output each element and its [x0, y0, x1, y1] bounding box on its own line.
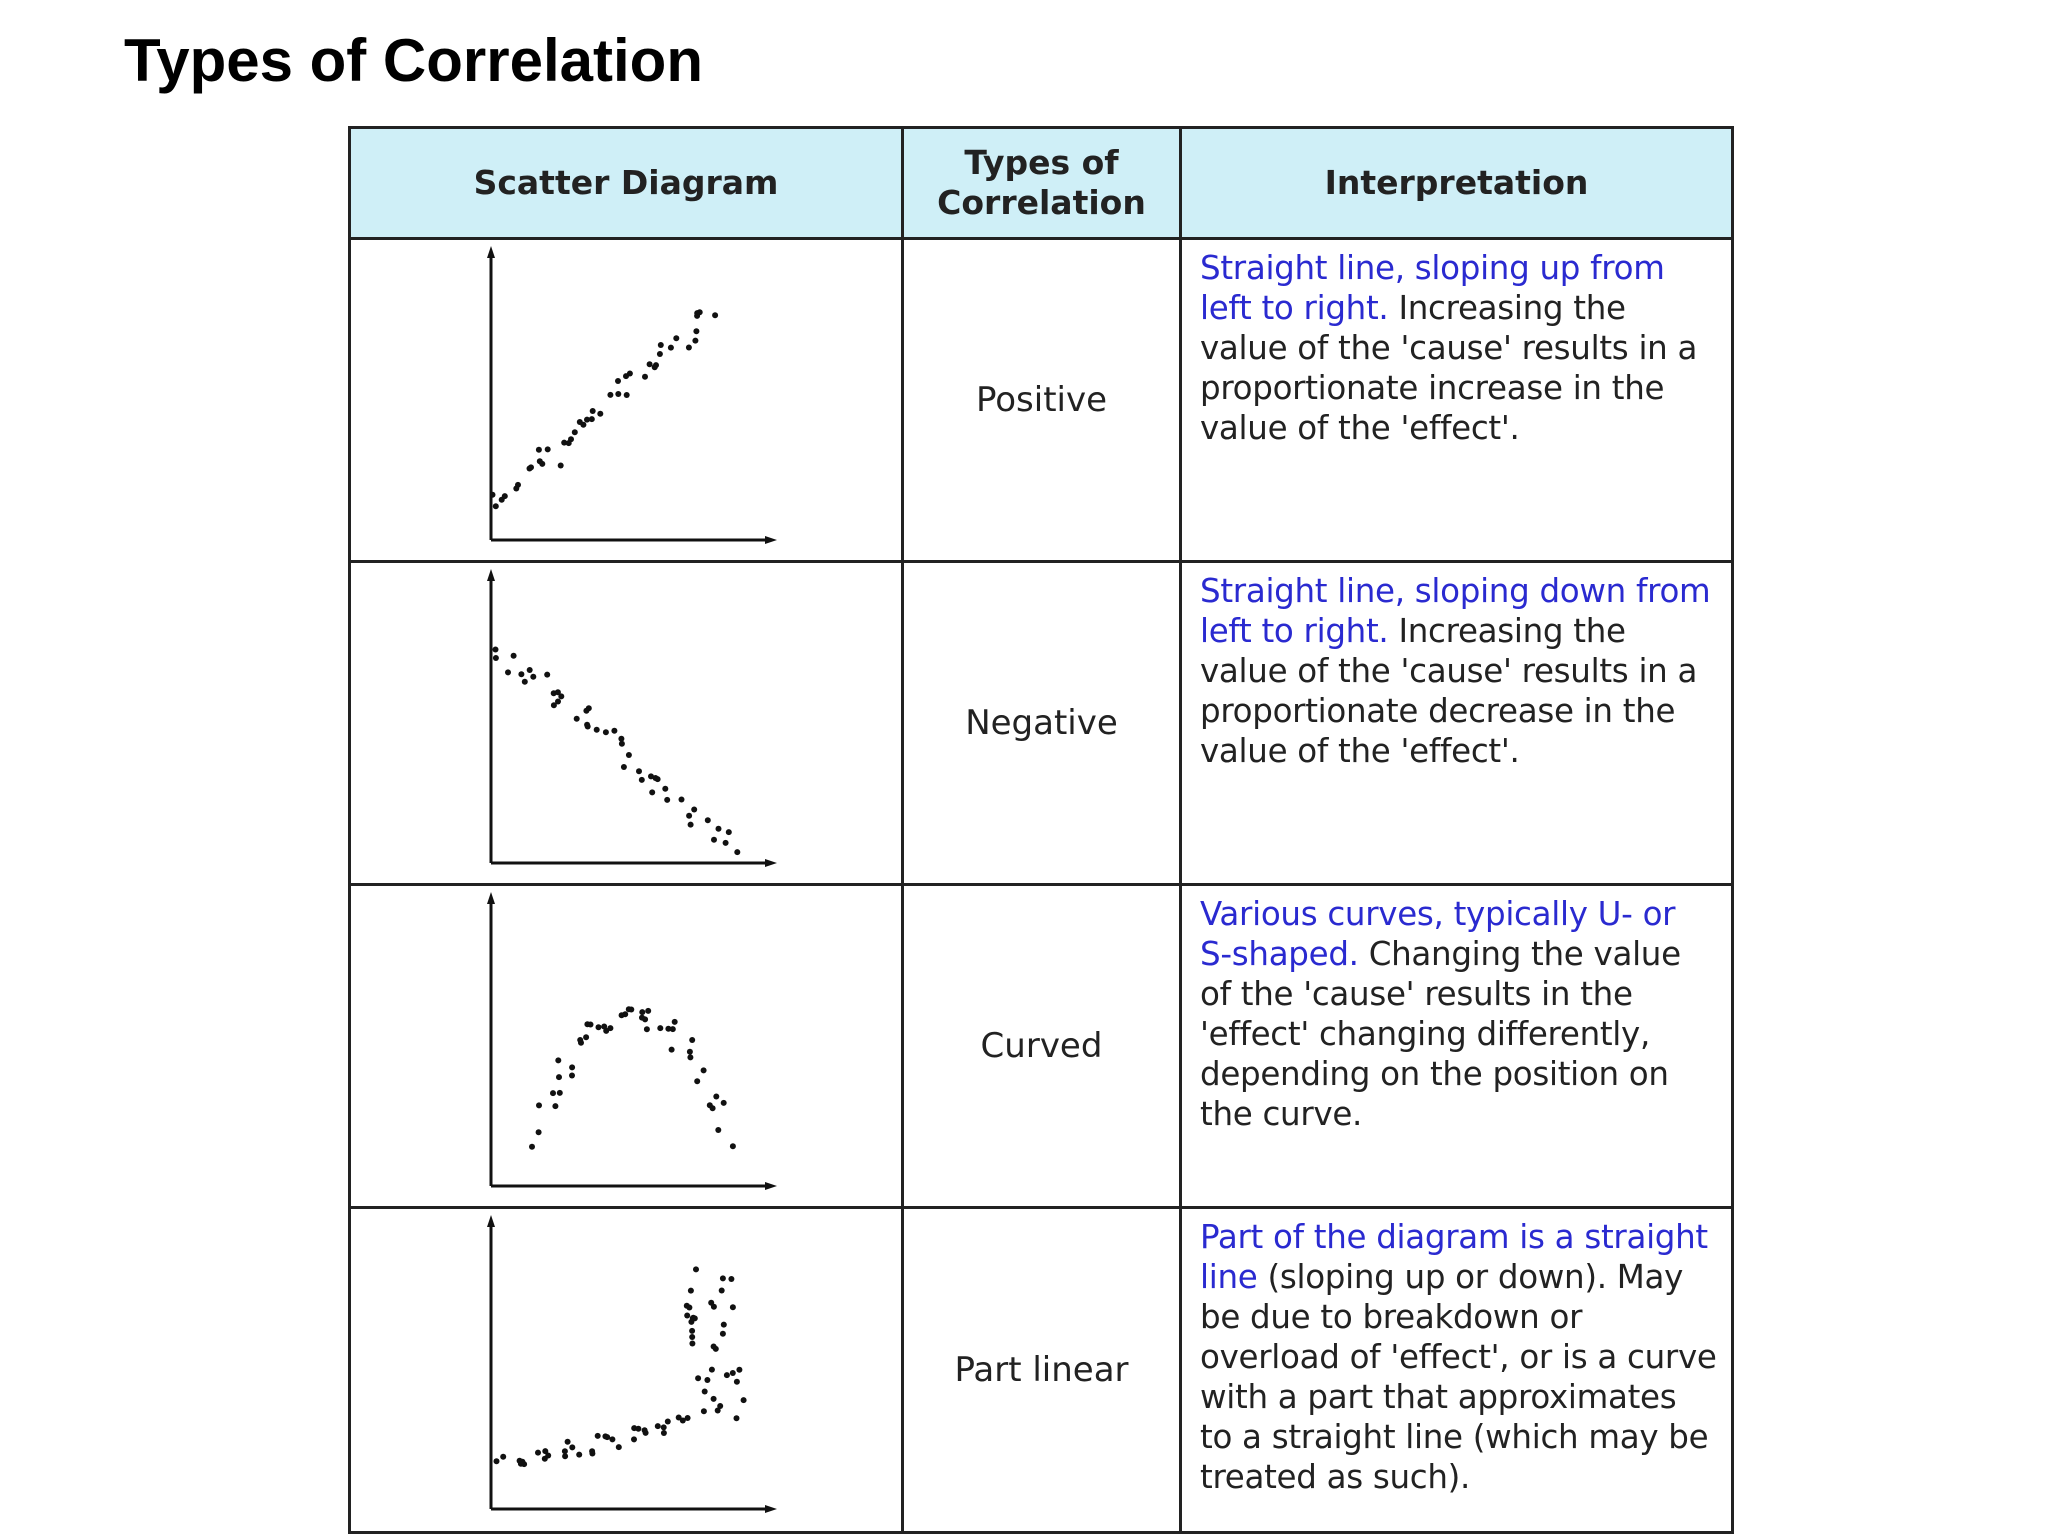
scatter-point [686, 813, 692, 819]
correlation-type-curved: Curved [904, 886, 1182, 1206]
scatter-point [701, 1067, 707, 1073]
scatter-point [535, 1450, 541, 1456]
interpretation-text: Increasing the value of the 'cause' results in a proportionate increase in the value of the 'effect'. [1200, 289, 1698, 447]
scatter-point [644, 1026, 650, 1032]
header-scatter-diagram: Scatter Diagram [351, 129, 904, 237]
scatter-point [519, 1459, 525, 1465]
scatter-point [604, 1434, 610, 1440]
scatter-point [555, 1057, 561, 1063]
scatter-point [623, 373, 629, 379]
correlation-type-part-linear: Part linear [904, 1209, 1182, 1531]
scatter-point [589, 416, 595, 422]
table-row-curved [351, 886, 1731, 1209]
scatter-point [528, 464, 534, 470]
scatter-point [499, 497, 505, 503]
scatter-point [715, 1408, 721, 1414]
part-linear-data-points [494, 1266, 747, 1467]
scatter-point [558, 463, 564, 469]
scatter-point [527, 667, 533, 673]
scatter-point [601, 1024, 607, 1030]
scatter-point [619, 741, 625, 747]
scatter-point [693, 328, 699, 334]
scatter-point [686, 345, 692, 351]
scatter-point [720, 1275, 726, 1281]
scatter-point [721, 1100, 727, 1106]
interpretation-highlight: Part of the diagram is a straight line [1200, 1218, 1708, 1296]
scatter-point [657, 351, 663, 357]
scatter-point [655, 776, 661, 782]
scatter-diagram-negative [351, 563, 904, 883]
scatter-point [624, 392, 630, 398]
scatter-point [566, 440, 572, 446]
interpretation-highlight: Straight line, sloping down from left to right. [1200, 572, 1711, 650]
scatter-point [689, 1037, 695, 1043]
scatter-point [661, 1430, 667, 1436]
scatter-point [734, 1415, 740, 1421]
interpretation-positive [1182, 240, 1731, 560]
scatter-point [687, 1049, 693, 1055]
scatter-point [724, 1372, 730, 1378]
scatter-point [545, 446, 551, 452]
scatter-point [734, 849, 740, 855]
interpretation-text: (sloping up or down). May be due to breakdown or overload of 'effect', or is a curve with a part that approximates to a straight line (which may be treated as such). [1200, 1258, 1717, 1496]
scatter-point [615, 391, 621, 397]
scatter-point [686, 1305, 692, 1311]
scatter-point [562, 1448, 568, 1454]
scatter-point [697, 309, 703, 315]
scatter-point [690, 1315, 696, 1321]
scatter-point [558, 693, 564, 699]
scatter-point [569, 1073, 575, 1079]
scatter-point [585, 724, 591, 730]
scatter-point [493, 655, 499, 661]
scatter-point [728, 1276, 734, 1282]
scatter-point [552, 1103, 558, 1109]
header-interpretation: Interpretation [1324, 163, 1589, 202]
scatter-point [673, 335, 679, 341]
scatter-point [500, 1454, 506, 1460]
scatter-point [715, 1127, 721, 1133]
interpretation-highlight: Various curves, typically U- or S-shaped. [1200, 895, 1676, 973]
scatter-point [669, 1047, 675, 1053]
scatter-point [542, 1448, 548, 1454]
correlation-type-negative: Negative [904, 563, 1182, 883]
scatter-plot-curved [351, 886, 904, 1206]
interpretation-curved [1182, 886, 1731, 1206]
scatter-plot-negative [351, 563, 904, 883]
scatter-point [693, 1266, 699, 1272]
scatter-point [597, 411, 603, 417]
scatter-point [589, 1448, 595, 1454]
scatter-point [736, 1367, 742, 1373]
scatter-point [730, 1370, 736, 1376]
scatter-point [631, 1436, 637, 1442]
scatter-point [670, 1026, 676, 1032]
header-types-line2: Correlation [937, 183, 1146, 222]
scatter-diagram-curved [351, 886, 904, 1206]
scatter-point [505, 669, 511, 675]
scatter-point [536, 1102, 542, 1108]
scatter-point [709, 1367, 715, 1373]
scatter-point [539, 461, 545, 467]
scatter-point [689, 1341, 695, 1347]
scatter-point [603, 729, 609, 735]
scatter-diagram-positive [351, 240, 904, 560]
scatter-point [672, 1019, 678, 1025]
scatter-point [661, 1424, 667, 1430]
curved-data-points [529, 1006, 736, 1150]
scatter-point [550, 1090, 556, 1096]
scatter-point [719, 1288, 725, 1294]
scatter-point [679, 797, 685, 803]
interpretation-text: Changing the value of the 'cause' results in the 'effect' changing differently, depending on the position on the curve. [1200, 935, 1681, 1133]
scatter-point [713, 1094, 719, 1100]
scatter-point [730, 1304, 736, 1310]
table-row-negative [351, 563, 1731, 886]
scatter-point [588, 1022, 594, 1028]
scatter-point [664, 797, 670, 803]
scatter-point [544, 672, 550, 678]
scatter-point [645, 1008, 651, 1014]
scatter-point [688, 822, 694, 828]
scatter-point [692, 338, 698, 344]
scatter-point [680, 1418, 686, 1424]
scatter-point [726, 829, 732, 835]
scatter-point [493, 647, 499, 653]
scatter-point [668, 345, 674, 351]
table-header-row [351, 129, 1731, 240]
scatter-point [616, 1444, 622, 1450]
header-types-of-correlation [904, 129, 1182, 237]
scatter-point [689, 1334, 695, 1340]
scatter-point [513, 486, 519, 492]
scatter-point [636, 768, 642, 774]
scatter-point [494, 1458, 500, 1464]
scatter-point [708, 1300, 714, 1306]
scatter-point [622, 1011, 628, 1017]
scatter-point [691, 807, 697, 813]
scatter-point [626, 752, 632, 758]
scatter-point [720, 1331, 726, 1337]
interpretation-highlight: Straight line, sloping up from left to right. [1200, 249, 1665, 327]
scatter-point [565, 1439, 571, 1445]
scatter-point [574, 716, 580, 722]
positive-data-points [490, 309, 719, 509]
interpretation-text: Increasing the value of the 'cause' results in a proportionate decrease in the value of the 'effect'. [1200, 612, 1698, 770]
scatter-point [642, 374, 648, 380]
scatter-point [583, 1034, 589, 1040]
scatter-point [652, 364, 658, 370]
scatter-point [701, 1408, 707, 1414]
interpretation-negative [1182, 563, 1731, 883]
scatter-point [712, 312, 718, 318]
scatter-point [649, 789, 655, 795]
scatter-point [721, 1322, 727, 1328]
scatter-point [596, 1024, 602, 1030]
scatter-point [595, 1433, 601, 1439]
header-types-line1: Types of [964, 143, 1119, 182]
scatter-point [609, 1436, 615, 1442]
scatter-point [536, 1129, 542, 1135]
scatter-point [723, 840, 729, 846]
scatter-point [657, 1025, 663, 1031]
scatter-point [621, 764, 627, 770]
scatter-point [590, 408, 596, 414]
scatter-point [730, 1143, 736, 1149]
interpretation-part-linear [1182, 1209, 1731, 1531]
scatter-point [518, 671, 524, 677]
table-row-part-linear [351, 1209, 1731, 1531]
scatter-point [642, 1016, 648, 1022]
scatter-point [639, 1009, 645, 1015]
table-row-positive [351, 240, 1731, 563]
correlation-type-positive: Positive [904, 240, 1182, 560]
scatter-point [583, 708, 589, 714]
scatter-diagram-part-linear [351, 1209, 904, 1531]
scatter-point [536, 447, 542, 453]
scatter-point [611, 728, 617, 734]
scatter-point [576, 1452, 582, 1458]
scatter-point [556, 1074, 562, 1080]
scatter-point [687, 1054, 693, 1060]
scatter-point [716, 826, 722, 832]
scatter-point [594, 727, 600, 733]
scatter-point [648, 773, 654, 779]
scatter-point [607, 392, 613, 398]
scatter-point [711, 1396, 717, 1402]
scatter-point [551, 702, 557, 708]
scatter-point [665, 1419, 671, 1425]
scatter-point [626, 1006, 632, 1012]
scatter-plot-positive [351, 240, 904, 560]
page-title: Types of Correlation [124, 27, 703, 94]
scatter-point [702, 1389, 708, 1395]
scatter-point [490, 492, 496, 498]
scatter-point [557, 1090, 563, 1096]
scatter-point [734, 1379, 740, 1385]
scatter-point [635, 1426, 641, 1432]
scatter-point [643, 1430, 649, 1436]
scatter-point [689, 1328, 695, 1334]
scatter-point [511, 653, 517, 659]
scatter-point [607, 1025, 613, 1031]
scatter-point [705, 817, 711, 823]
scatter-point [580, 422, 586, 428]
scatter-point [569, 1064, 575, 1070]
scatter-point [569, 1444, 575, 1450]
scatter-point [711, 837, 717, 843]
scatter-point [522, 679, 528, 685]
scatter-point [704, 1377, 710, 1383]
scatter-point [647, 361, 653, 367]
scatter-point [695, 1375, 701, 1381]
scatter-point [694, 1078, 700, 1084]
scatter-point [684, 1313, 690, 1319]
scatter-point [615, 378, 621, 384]
scatter-point [658, 342, 664, 348]
scatter-plot-part-linear [351, 1209, 904, 1529]
scatter-point [562, 1453, 568, 1459]
correlation-table [348, 126, 1734, 1534]
scatter-point [711, 1344, 717, 1350]
scatter-point [655, 1423, 661, 1429]
scatter-point [572, 429, 578, 435]
scatter-point [741, 1397, 747, 1403]
scatter-point [529, 1144, 535, 1150]
scatter-point [662, 786, 668, 792]
scatter-point [577, 1037, 583, 1043]
scatter-point [639, 777, 645, 783]
scatter-point [493, 503, 499, 509]
scatter-point [710, 1105, 716, 1111]
scatter-point [530, 674, 536, 680]
negative-data-points [493, 647, 741, 856]
scatter-point [688, 1288, 694, 1294]
